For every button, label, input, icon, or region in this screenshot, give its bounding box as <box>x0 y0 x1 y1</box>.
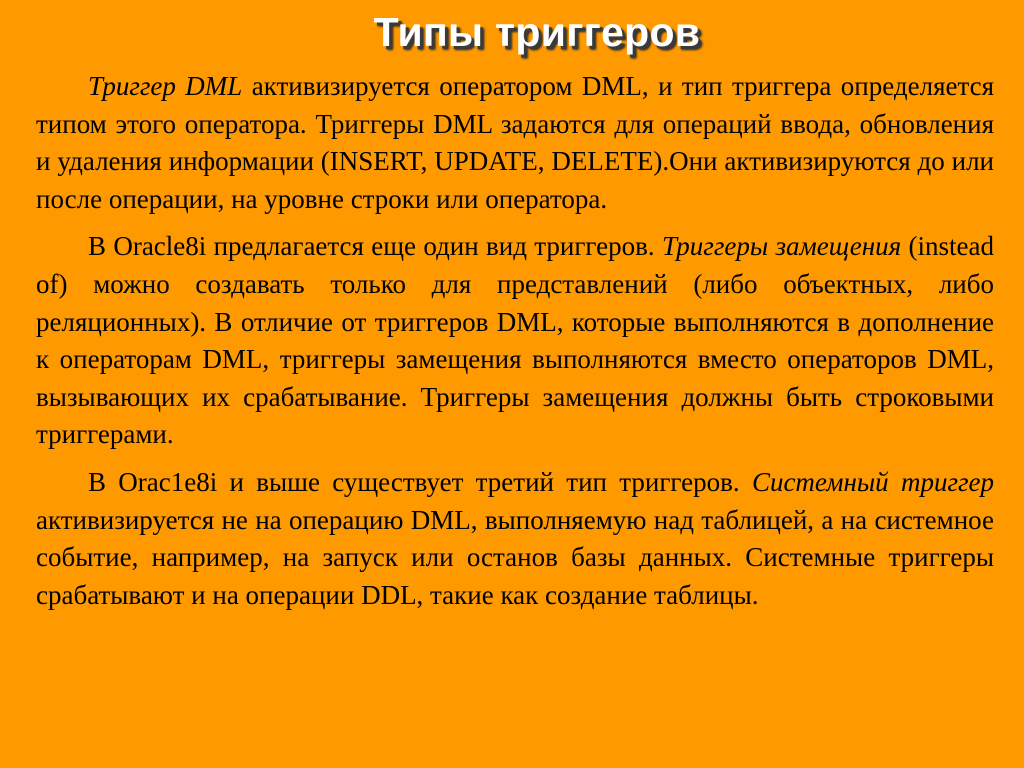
paragraph-instead-of-triggers <box>36 228 994 454</box>
slide-body <box>36 68 994 614</box>
term-dml-trigger: Триггер DML <box>88 71 243 101</box>
paragraph-dml-triggers <box>36 68 994 218</box>
paragraph-text: В Oracle8i предлагается еще один вид триггеров. <box>88 231 662 262</box>
paragraph-text: В Orac1e8i и выше существует третий тип триггеров. <box>88 466 752 497</box>
paragraph-system-triggers <box>36 464 994 614</box>
paragraph-text: активизируется оператором DML, и тип триггера определяется типом этого оператора. Триггеры DML задаются для операций ввода, обновления и удаления информации (INSERT, UPDATE, DELETE).Они активизируются до или после операции, на уровне строки или оператора. <box>36 71 994 214</box>
paragraph-text: (instead of) можно создавать только для представлений (либо объектных, либо реляционных). В отличие от триггеров DML, которые выполняются в дополнение к операторам DML, триггеры замещения выполняются вместо операторов DML, вызывающих их срабатывание. Триггеры замещения должны быть строковыми триггерами. <box>36 231 994 450</box>
term-instead-of-trigger: Триггеры замещения <box>661 231 902 262</box>
paragraph-text: активизируется не на операцию DML, выполняемую над таблицей, а на системное событие, например, на запуск или останов базы данных. Системные триггеры срабатывают и на операции DDL, такие как создание таблицы. <box>36 504 994 610</box>
term-system-trigger: Системный триггер <box>751 466 994 497</box>
slide-title: Типы триггеров <box>373 9 701 55</box>
